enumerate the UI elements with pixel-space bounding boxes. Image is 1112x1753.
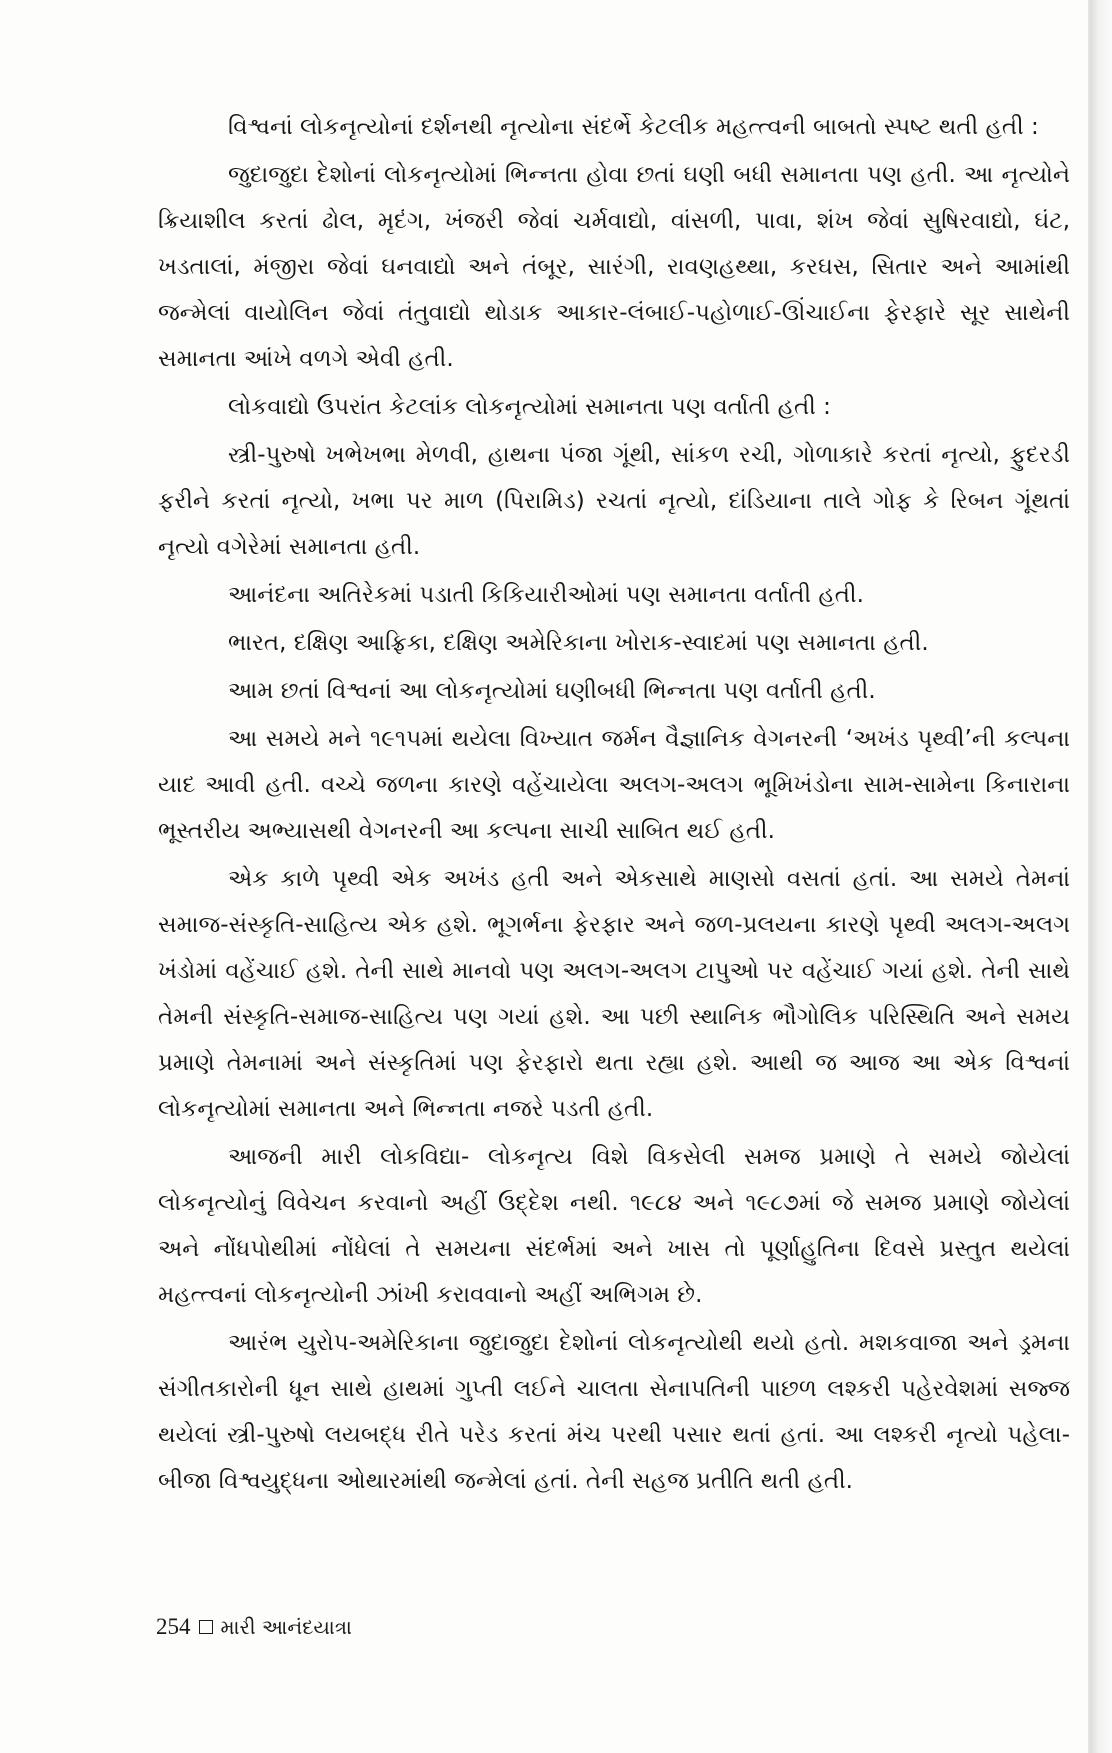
body-text [158, 104, 1070, 1506]
paragraph-2: જુદાજુદા દેશોનાં લોકનૃત્યોમાં ભિન્નતા હોવા છતાં ઘણી બધી સમાનતા પણ હતી. આ નૃત્યોને ક્રિયાશીલ કરતાં ઢોલ, મૃદંગ, ખંજરી જેવાં ચર્મવાદ્યો, વાંસળી, પાવા, શંખ જેવાં સુષિરવાદ્યો, ઘંટ, ખડતાલાં, મંજીરા જેવાં ઘનવાદ્યો અને તંબૂર, સારંગી, રાવણહથ્થા, કરઘસ, સિતાર અને આમાંથી જન્મેલાં વાયોલિન જેવાં તંતુવાદ્યો થોડાક આકાર-લંબાઈ-પહોળાઈ-ઊંચાઈના ફેરફારે સૂર સાથેની સમાનતા આંખે વળગે એવી હતી. [158, 162, 1070, 372]
paragraph-9: એક કાળે પૃથ્વી એક અખંડ હતી અને એકસાથે માણસો વસતાં હતાં. આ સમયે તેમનાં સમાજ-સંસ્કૃતિ-સાહિત્ય એક હશે. ભૂગર્ભના ફેરફાર અને જળ-પ્રલયના કારણે પૃથ્વી અલગ-અલગ ખંડોમાં વહેંચાઈ હશે. તેની સાથે માનવો પણ અલગ-અલગ ટાપુઓ પર વહેંચાઈ ગયાં હશે. તેની સાથે તેમની સંસ્કૃતિ-સમાજ-સાહિત્ય પણ ગયાં હશે. આ પછી સ્થાનિક ભૌગોલિક પરિસ્થિતિ અને સમય પ્રમાણે તેમનામાં અને સંસ્કૃતિમાં પણ ફેરફારો થતા રહ્યા હશે. આથી જ આજ આ એક વિશ્વનાં લોકનૃત્યોમાં સમાનતા અને ભિન્નતા નજરે પડતી હતી. [158, 866, 1070, 1122]
paragraph-1: વિશ્વનાં લોકનૃત્યોનાં દર્શનથી નૃત્યોના સંદર્ભે કેટલીક મહત્ત્વની બાબતો સ્પષ્ટ થતી હતી : [228, 114, 1039, 140]
paragraph-4: સ્ત્રી-પુરુષો ખભેખભા મેળવી, હાથના પંજા ગૂંથી, સાંકળ રચી, ગોળાકારે કરતાં નૃત્યો, ફુદરડી ફરીને કરતાં નૃત્યો, ખભા પર માળ (પિરામિડ) રચતાં નૃત્યો, દાંડિયાના તાલે ગોફ કે રિબન ગૂંથતાં નૃત્યો વગેરેમાં સમાનતા હતી. [158, 442, 1070, 560]
square-separator-icon [199, 1620, 213, 1634]
paragraph-11: આરંભ યુરોપ-અમેરિકાના જુદાજુદા દેશોનાં લોકનૃત્યોથી થયો હતો. મશકવાજા અને ડ્રમના સંગીતકારોની ધૂન સાથે હાથમાં ગુપ્તી લઈને ચાલતા સેનાપતિની પાછળ લશ્કરી પહેરવેશમાં સજ્જ થયેલાં સ્ત્રી-પુરુષો લયબદ્ધ રીતે પરેડ કરતાં મંચ પરથી પસાર થતાં હતાં. આ લશ્કરી નૃત્યો પહેલા-બીજા વિશ્વયુદ્ધના ઓથારમાંથી જન્મેલાં હતાં. તેની સહજ પ્રતીતિ થતી હતી. [158, 1330, 1070, 1494]
page-footer [156, 1614, 352, 1640]
page-edge-shadow [1090, 0, 1112, 1753]
page-number: 254 [156, 1614, 191, 1639]
paragraph-10: આજની મારી લોકવિદ્યા- લોકનૃત્ય વિશે વિકસેલી સમજ પ્રમાણે તે સમયે જોયેલાં લોકનૃત્યોનું વિવેચન કરવાનો અહીં ઉદ્દેશ નથી. ૧૯૮૪ અને ૧૯૮૭માં જે સમજ પ્રમાણે જોયેલાં અને નોંધપોથીમાં નોંધેલાં તે સમયના સંદર્ભમાં અને ખાસ તો પૂર્ણાહુતિના દિવસે પ્રસ્તુત થયેલાં મહત્ત્વનાં લોકનૃત્યોની ઝાંખી કરાવવાનો અહીં અભિગમ છે. [158, 1144, 1070, 1308]
paragraph-3: લોકવાદ્યો ઉપરાંત કેટલાંક લોકનૃત્યોમાં સમાનતા પણ વર્તાતી હતી : [228, 394, 831, 420]
paragraph-6: ભારત, દક્ષિણ આફ્રિકા, દક્ષિણ અમેરિકાના ખોરાક-સ્વાદમાં પણ સમાનતા હતી. [228, 630, 929, 656]
running-book-title: મારી આનંદયાત્રા [220, 1615, 352, 1639]
paragraph-7: આમ છતાં વિશ્વનાં આ લોકનૃત્યોમાં ઘણીબધી ભિન્નતા પણ વર્તાતી હતી. [228, 678, 876, 704]
paragraph-8: આ સમયે મને ૧૯૧૫માં થયેલા વિખ્યાત જર્મન વૈજ્ઞાનિક વેગનરની ‘અખંડ પૃથ્વી’ની કલ્પના યાદ આવી હતી. વચ્ચે જળના કારણે વહેંચાયેલા અલગ-અલગ ભૂમિખંડોના સામ-સામેના કિનારાના ભૂસ્તરીય અભ્યાસથી વેગનરની આ કલ્પના સાચી સાબિત થઈ હતી. [158, 726, 1070, 844]
paragraph-5: આનંદના અતિરેકમાં પડાતી કિકિયારીઓમાં પણ સમાનતા વર્તાતી હતી. [228, 582, 864, 608]
